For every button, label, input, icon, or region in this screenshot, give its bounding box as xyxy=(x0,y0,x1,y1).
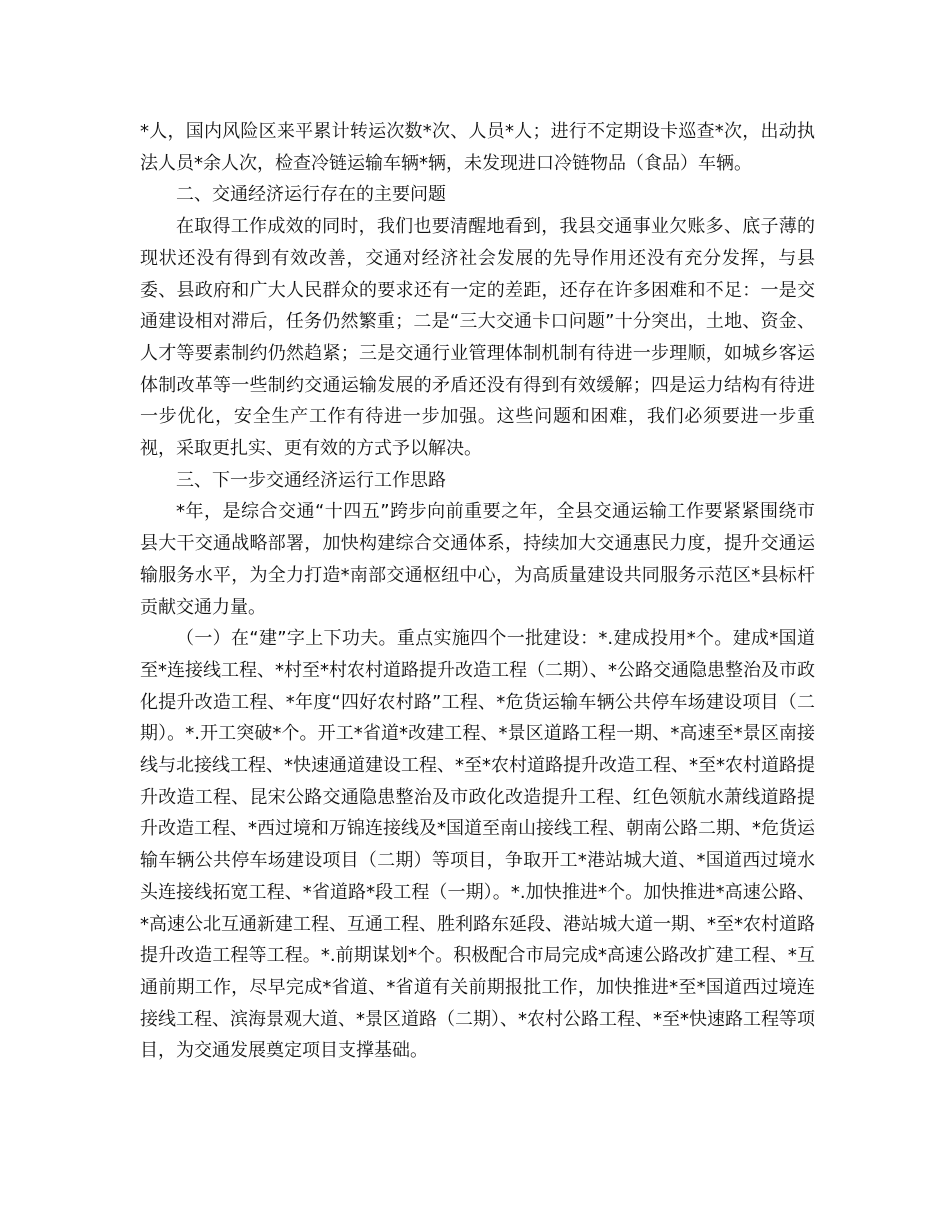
section-heading-problems: 二、交通经济运行存在的主要问题 xyxy=(176,184,446,206)
continued-paragraph: *人，国内风险区来平累计转运次数*次、人员*人；进行不定期设卡巡查*次，出动执法人员*余人次，检查冷链运输车辆*辆，未发现进口冷链物品（食品）车辆。 xyxy=(140,121,815,174)
paragraph-problems: 在取得工作成效的同时，我们也要清醒地看到，我县交通事业欠账多、底子薄的现状还没有得到有效改善，交通对经济社会发展的先导作用还没有充分发挥，与县委、县政府和广大人民群众的要求还有一定的差距，还存在许多困难和不足：一是交通建设相对滞后，任务仍然繁重；二是“三大交通卡口问题”十分突出，土地、资金、人才等要素制约仍然趋紧；三是交通行业管理体制机制有待进一步理顺，如城乡客运体制改革等一些制约交通运输发展的矛盾还没有得到有效缓解；四是运力结构有待进一步优化，安全生产工作有待进一步加强。这些问题和困难，我们必须要进一步重视，采取更扎实、更有效的方式予以解决。 xyxy=(140,216,815,460)
document-page xyxy=(140,116,815,1067)
paragraph-plan: *年，是综合交通“十四五”跨步向前重要之年，全县交通运输工作要紧紧围绕市县大干交通战略部署，加快构建综合交通体系，持续加大交通惠民力度，提升交通运输服务水平，为全力打造*南部交通枢纽中心，为高质量建设共同服务示范区*县标杆贡献交通力量。 xyxy=(140,501,815,618)
paragraph-build: （一）在“建”字上下功夫。重点实施四个一批建设：*.建成投用*个。建成*国道至*连接线工程、*村至*村农村道路提升改造工程（二期）、*公路交通隐患整治及市政化提升改造工程、*年度“四好农村路”工程、*危货运输车辆公共停车场建设项目（二期）。*.开工突破*个。开工*省道*改建工程、*景区道路工程一期、*高速至*景区南接线与北接线工程、*快速通道建设工程、*至*农村道路提升改造工程、*至*农村道路提升改造工程、昆宋公路交通隐患整治及市政化改造提升工程、红色领航水萧线道路提升改造工程、*西过境和万锦连接线及*国道至南山接线工程、朝南公路二期、*危货运输车辆公共停车场建设项目（二期）等项目，争取开工*港站城大道、*国道西过境水头连接线拓宽工程、*省道路*段工程（一期）。*.加快推进*个。加快推进*高速公路、*高速公北互通新建工程、互通工程、胜利路东延段、港站城大道一期、*至*农村道路提升改造工程等工程。*.前期谋划*个。积极配合市局完成*高速公路改扩建工程、*互通前期工作，尽早完成*省道、*省道有关前期报批工作，加快推进*至*国道西过境连接线工程、滨海景观大道、*景区道路（二期）、*农村公路工程、*至*快速路工程等项目，为交通发展奠定项目支撑基础。 xyxy=(140,628,815,1062)
section-heading-next-steps: 三、下一步交通经济运行工作思路 xyxy=(176,469,446,491)
